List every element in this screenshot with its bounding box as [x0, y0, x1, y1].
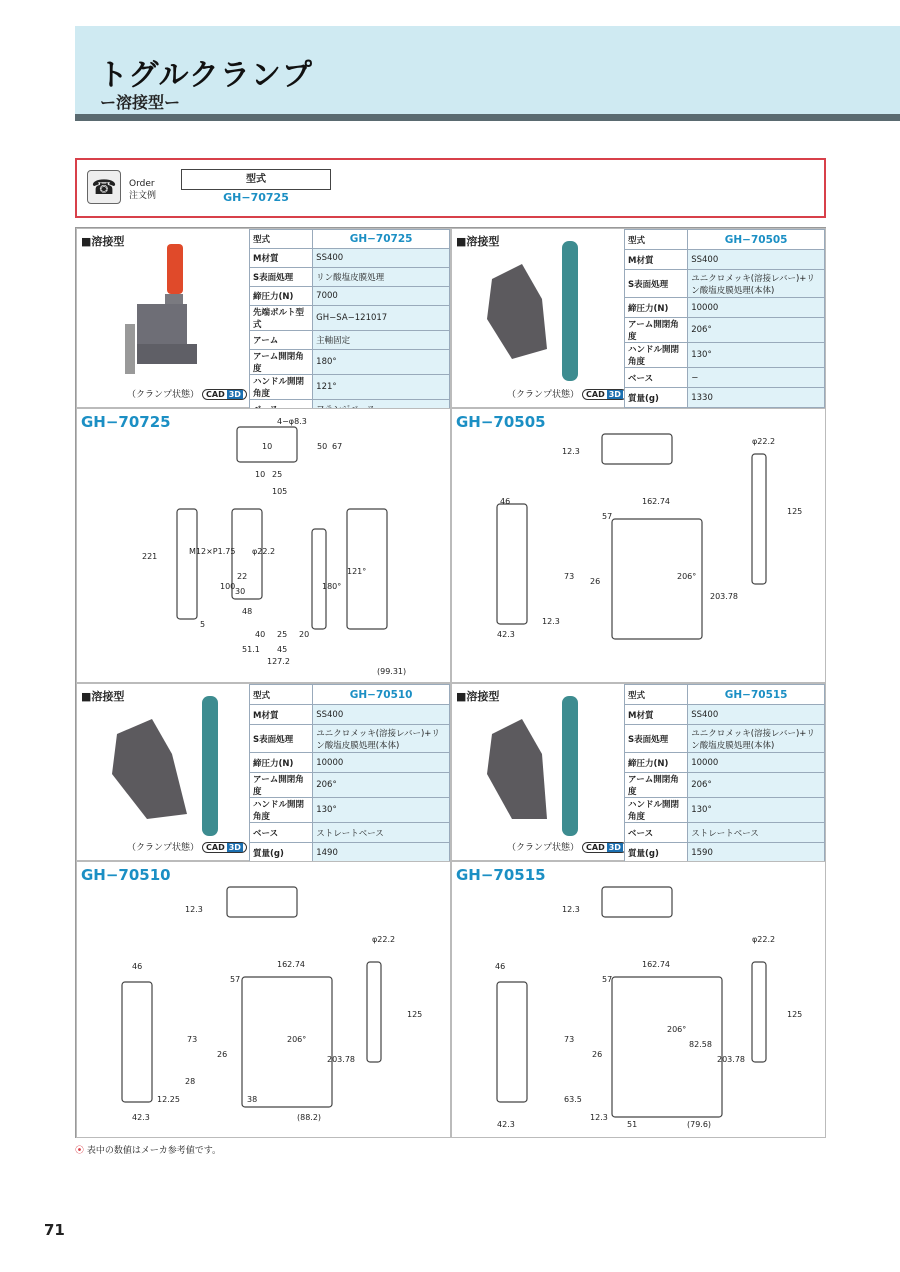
spec-key: ベース [250, 823, 313, 843]
spec-value: SS400 [313, 705, 450, 725]
spec-value: GH−70725 [313, 230, 450, 249]
dimension-label: 42.3 [132, 1113, 150, 1122]
cad-badge[interactable]: CAD 3D [582, 389, 627, 400]
spec-key: S表面処理 [625, 270, 688, 298]
spec-key: M材質 [625, 250, 688, 270]
order-example [75, 158, 826, 218]
spec-value: 206° [313, 773, 450, 798]
drawing-outline [497, 982, 527, 1102]
spec-key: 質量(g) [625, 843, 688, 863]
drawing-outline [177, 509, 197, 619]
spec-row [625, 753, 825, 773]
spec-key: 質量(g) [625, 388, 688, 408]
spec-value: 7000 [313, 287, 450, 306]
photo-caption: （クランプ状態） [507, 390, 580, 400]
order-value: GH−70725 [223, 191, 289, 204]
dimension-label: (79.6) [687, 1120, 712, 1129]
spec-row [625, 318, 825, 343]
spec-row [625, 343, 825, 368]
category-label: ■溶接型 [81, 690, 125, 703]
page-subtitle: ー溶接型ー [100, 93, 181, 112]
dimension-label: 162.74 [642, 960, 670, 969]
drawing-70515 [452, 862, 822, 1134]
spec-row [250, 773, 450, 798]
spec-value: GH−70510 [313, 685, 450, 705]
spec-row [625, 798, 825, 823]
footer-note: 表中の数値はメーカ参考値です。 [86, 1146, 221, 1156]
spec-key: M材質 [250, 705, 313, 725]
spec-row [625, 368, 825, 388]
spec-key: ベース [625, 823, 688, 843]
spec-row [250, 268, 450, 287]
spec-value: ユニクロメッキ(溶接レバー)+リン酸塩皮膜処理(本体) [313, 725, 450, 753]
spec-value: 130° [313, 798, 450, 823]
spec-key: アーム [250, 331, 313, 350]
dimension-label: 4−φ8.3 [277, 417, 307, 426]
cad-badge[interactable]: CAD 3D [582, 842, 627, 853]
spec-value: 主軸固定 [313, 331, 450, 350]
dimension-label: 12.3 [542, 617, 560, 626]
drawing-70510 [77, 862, 447, 1134]
drawing-outline [752, 962, 766, 1062]
spec-value: SS400 [688, 705, 825, 725]
drawing-panel-70505 [451, 408, 826, 683]
dimension-label: (88.2) [297, 1113, 322, 1122]
drawing-outline [227, 887, 297, 917]
dimension-label: 206° [667, 1025, 687, 1034]
spec-row [250, 287, 450, 306]
drawing-title: GH−70505 [456, 413, 546, 431]
spec-key: ハンドル開閉角度 [625, 798, 688, 823]
spec-value: ストレートベース [688, 823, 825, 843]
dimension-label: 57 [230, 975, 241, 984]
product-panel-70515 [451, 683, 826, 861]
spec-value: GH−SA−121017 [313, 306, 450, 331]
dimension-label: 203.78 [327, 1055, 355, 1064]
spec-key: 締圧力(N) [250, 287, 313, 306]
dimension-label: 25 [277, 630, 288, 639]
clamp-photo-70725 [77, 239, 247, 404]
category-label: ■溶接型 [81, 235, 125, 248]
dimension-label: 57 [602, 975, 613, 984]
dimension-label: 48 [242, 607, 253, 616]
product-panel-70510 [76, 683, 451, 861]
spec-row [250, 823, 450, 843]
dimension-label: 51 [627, 1120, 638, 1129]
spec-row [250, 230, 450, 249]
spec-row [625, 705, 825, 725]
spec-key: M材質 [625, 705, 688, 725]
clamp-photo-70515 [452, 694, 622, 859]
spec-key: アーム開閉角度 [250, 350, 313, 375]
spec-key: アーム開閉角度 [250, 773, 313, 798]
spec-row [625, 298, 825, 318]
spec-table-70505 [624, 229, 825, 408]
dimension-label: φ22.2 [752, 437, 776, 446]
dimension-label: 162.74 [277, 960, 305, 969]
dimension-label: 221 [142, 552, 158, 561]
dimension-label: 12.3 [185, 905, 203, 914]
dimension-label: 30 [235, 587, 246, 596]
spec-row [250, 375, 450, 400]
dimension-label: 73 [564, 572, 575, 581]
spec-row [625, 823, 825, 843]
drawing-title: GH−70510 [81, 866, 171, 884]
dimension-label: 67 [332, 442, 343, 451]
dimension-label: 12.3 [562, 447, 580, 456]
dimension-label: 63.5 [564, 1095, 582, 1104]
spec-key: 型式 [250, 230, 313, 249]
spec-key: 締圧力(N) [625, 298, 688, 318]
spec-value: GH−70505 [688, 230, 825, 250]
dimension-label: 38 [247, 1095, 258, 1104]
dimension-label: 125 [787, 507, 803, 516]
dimension-label: 127.2 [267, 657, 290, 666]
dimension-label: M12×P1.75 [189, 547, 236, 556]
spec-value: 206° [688, 773, 825, 798]
dimension-label: φ22.2 [752, 935, 776, 944]
dimension-label: φ22.2 [252, 547, 276, 556]
drawing-title: GH−70725 [81, 413, 171, 431]
page-title: トグルクランプ [98, 58, 313, 93]
dimension-label: 5 [200, 620, 206, 629]
dimension-label: 46 [500, 497, 511, 506]
spec-row [250, 685, 450, 705]
drawing-panel-70510 [76, 861, 451, 1138]
dimension-label: 10 [262, 442, 273, 451]
category-label: ■溶接型 [456, 235, 500, 248]
spec-key: 型式 [625, 685, 688, 705]
header-bar [75, 114, 900, 121]
phone-icon: ☎ [87, 170, 121, 204]
dimension-label: 73 [564, 1035, 575, 1044]
dimension-label: 125 [407, 1010, 423, 1019]
spec-row [250, 725, 450, 753]
spec-value: ユニクロメッキ(溶接レバー)+リン酸塩皮膜処理(本体) [688, 270, 825, 298]
spec-value: 130° [688, 798, 825, 823]
spec-row [625, 250, 825, 270]
dimension-label: 45 [277, 645, 288, 654]
spec-key: 締圧力(N) [625, 753, 688, 773]
spec-value: ユニクロメッキ(溶接レバー)+リン酸塩皮膜処理(本体) [688, 725, 825, 753]
drawing-outline [497, 504, 527, 624]
dimension-label: 42.3 [497, 630, 515, 639]
dimension-label: 206° [677, 572, 697, 581]
spec-value: 1330 [688, 388, 825, 408]
spec-value: 180° [313, 350, 450, 375]
dimension-label: 121° [347, 567, 367, 576]
spec-value: 130° [688, 343, 825, 368]
category-label: ■溶接型 [456, 690, 500, 703]
spec-key: 先端ボルト型式 [250, 306, 313, 331]
drawing-panel-70515 [451, 861, 826, 1138]
spec-row [250, 306, 450, 331]
spec-value: 121° [313, 375, 450, 400]
dimension-label: 51.1 [242, 645, 260, 654]
spec-key: アーム開閉角度 [625, 318, 688, 343]
clamp-photo-70510 [77, 694, 247, 859]
photo-caption: （クランプ状態） [127, 843, 200, 853]
spec-key: 型式 [250, 685, 313, 705]
dimension-label: 46 [495, 962, 506, 971]
spec-key: M材質 [250, 249, 313, 268]
dimension-label: 40 [255, 630, 266, 639]
spec-row [250, 350, 450, 375]
product-panel-70505 [451, 228, 826, 408]
spec-row [625, 843, 825, 863]
product-grid [75, 227, 826, 1138]
spec-value: SS400 [313, 249, 450, 268]
dimension-label: 105 [272, 487, 288, 496]
dimension-label: 125 [787, 1010, 803, 1019]
spec-row [250, 331, 450, 350]
photo-caption: （クランプ状態） [127, 390, 200, 400]
dimension-label: 22 [237, 572, 248, 581]
dimension-label: 26 [590, 577, 601, 586]
spec-value: SS400 [688, 250, 825, 270]
spec-key: ハンドル開閉角度 [250, 375, 313, 400]
order-column-label: 型式 [181, 169, 331, 190]
spec-key: アーム開閉角度 [625, 773, 688, 798]
drawing-70505 [452, 409, 822, 679]
spec-row [250, 843, 450, 863]
drawing-outline [312, 529, 326, 629]
spec-key: ハンドル開閉角度 [625, 343, 688, 368]
spec-value: 1490 [313, 843, 450, 863]
dimension-label: 57 [602, 512, 613, 521]
spec-value: 10000 [688, 298, 825, 318]
spec-row [625, 230, 825, 250]
spec-row [625, 270, 825, 298]
product-panel-70725 [76, 228, 451, 408]
spec-row [625, 388, 825, 408]
spec-value: 10000 [688, 753, 825, 773]
spec-row [625, 773, 825, 798]
spec-value: リン酸塩皮膜処理 [313, 268, 450, 287]
spec-key: 締圧力(N) [250, 753, 313, 773]
dimension-label: 12.3 [562, 905, 580, 914]
page-number: 71 [44, 1221, 65, 1239]
spec-key: 型式 [625, 230, 688, 250]
dimension-label: 82.58 [689, 1040, 712, 1049]
order-label-en: Order [129, 179, 155, 189]
drawing-outline [602, 434, 672, 464]
dimension-label: 46 [132, 962, 143, 971]
spec-table-70510 [249, 684, 450, 863]
info-icon: ⦿ [75, 1146, 87, 1156]
spec-key: S表面処理 [250, 268, 313, 287]
dimension-label: φ22.2 [372, 935, 396, 944]
dimension-label: 180° [322, 582, 342, 591]
spec-value: GH−70515 [688, 685, 825, 705]
spec-row [250, 753, 450, 773]
spec-key: 質量(g) [250, 843, 313, 863]
spec-table-70515 [624, 684, 825, 863]
spec-key: ハンドル開閉角度 [250, 798, 313, 823]
dimension-label: 26 [217, 1050, 228, 1059]
spec-key: S表面処理 [625, 725, 688, 753]
spec-row [625, 725, 825, 753]
dimension-label: 50 [317, 442, 328, 451]
spec-table-70725 [249, 229, 450, 438]
drawing-70725 [77, 409, 447, 679]
drawing-outline [602, 887, 672, 917]
drawing-title: GH−70515 [456, 866, 546, 884]
spec-row [250, 798, 450, 823]
dimension-label: 206° [287, 1035, 307, 1044]
dimension-label: 10 [255, 470, 266, 479]
drawing-outline [122, 982, 152, 1102]
dimension-label: 203.78 [710, 592, 738, 601]
dimension-label: 100 [220, 582, 236, 591]
spec-row [250, 705, 450, 725]
photo-caption: （クランプ状態） [507, 843, 580, 853]
spec-value: 1590 [688, 843, 825, 863]
drawing-outline [367, 962, 381, 1062]
spec-key: S表面処理 [250, 725, 313, 753]
dimension-label: 42.3 [497, 1120, 515, 1129]
cad-badge[interactable]: CAD 3D [202, 389, 247, 400]
dimension-label: 12.3 [590, 1113, 608, 1122]
spec-value: ストレートベース [313, 823, 450, 843]
drawing-panel-70725 [76, 408, 451, 683]
cad-badge[interactable]: CAD 3D [202, 842, 247, 853]
dimension-label: 28 [185, 1077, 196, 1086]
drawing-outline [752, 454, 766, 584]
order-label-jp: 注文例 [129, 191, 157, 201]
clamp-photo-70505 [452, 239, 622, 404]
dimension-label: 203.78 [717, 1055, 745, 1064]
dimension-label: 162.74 [642, 497, 670, 506]
spec-value: 206° [688, 318, 825, 343]
spec-row [250, 249, 450, 268]
dimension-label: (99.31) [377, 667, 407, 676]
dimension-label: 20 [299, 630, 310, 639]
dimension-label: 12.25 [157, 1095, 180, 1104]
spec-value: 10000 [313, 753, 450, 773]
dimension-label: 25 [272, 470, 283, 479]
dimension-label: 26 [592, 1050, 603, 1059]
spec-row [625, 685, 825, 705]
spec-key: ベース [625, 368, 688, 388]
spec-value: − [688, 368, 825, 388]
dimension-label: 73 [187, 1035, 198, 1044]
